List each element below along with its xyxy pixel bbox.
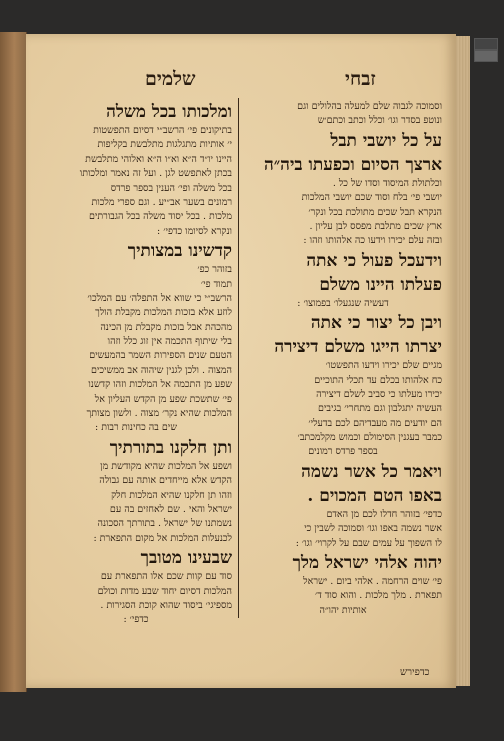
right-column-line: כח אלהותו בכלם עד תכלי התוכיים [314, 374, 442, 386]
right-column-line: יכירו מעלתו כי סביב לשלם דיצירה [316, 388, 442, 400]
right-column-line: יהוה אלהי ישראל מלך [292, 553, 442, 574]
left-column-line: שבעינו מטובך [140, 548, 232, 569]
left-column-line: היינו יו״ד ה״א וא״ו ה״א ואלוהי מתלבשת [85, 153, 232, 165]
left-column-line: המצוה . ולכן לגנין שיהוה אב ממשיכים [90, 364, 232, 376]
right-column-line: אותיות יהו״ה [319, 604, 367, 616]
right-column-line: כמבר בעגנין הסימולם וכמוש מקלמכתב׳ [297, 432, 442, 444]
right-column-line: תפארת . מלך מלכות . והוא סוד ד׳ [315, 590, 442, 602]
left-column-line: וזהו תן חלקנו שהיא המלכות חלק [111, 489, 232, 501]
right-column-line: אשר נשמה באפו וגו׳ וסמוכה לשבין כי [304, 523, 442, 535]
left-column-line: סוד עם קוות שכם אלו התפארת עם [100, 571, 232, 583]
left-column-line: המלכות דסיום יחוד שבע מדות וכולם [97, 585, 232, 597]
left-column-line: ותן חלקנו בתורתיך [109, 437, 232, 458]
left-column-line: בלי שיתוף התכמה אין זוג כלל וזהו [107, 336, 232, 348]
left-column-line: המלכות שהיא נקר׳ מצוה . ולשון מצותך [86, 408, 232, 420]
left-column-line: בכתן לאתפשט לגן . ועל זה נאמר ומלכותו [79, 168, 232, 180]
right-column-line: יצרתו הייגו משלם דיצירה [274, 337, 442, 358]
running-head-left: שלמים [145, 68, 196, 90]
right-column-line: ארץ שכים מתלבת מפסס לבן עליון . [309, 220, 442, 232]
left-column-line: מספיגי׳ ביסוד שהוא קוכת הסגירות . [100, 599, 232, 611]
left-column-line: שים בה כחינות רבות : [94, 422, 177, 434]
left-column-line: בכל משלה ופי׳ הענין בספר פרדס [110, 182, 232, 194]
left-column-line: כדפי׳ : [123, 614, 149, 626]
right-column-line: הם יודעים מה מעבדיהם לכם בדעלי׳ [308, 417, 442, 429]
right-column [244, 100, 442, 618]
left-column-line: ישראל והאי . שם לאחזים בה עם [109, 503, 232, 515]
left-column-line: רמונים בשער אב״יע . וגם ספרי מלכות [91, 196, 232, 208]
right-column-line: ויאמר כל אשר נשמה [301, 461, 442, 482]
left-column-line: נשמתנו של ישראל . בתורתך הסכונה [97, 518, 232, 530]
right-column-line: פעלתו היינו משלם [319, 274, 442, 295]
left-column-line: הקדש אלא מייחדים אותה עם גבולה [99, 475, 232, 487]
right-column-line: כדפי׳ בזוהר חדלו לכם מן האדם [326, 508, 442, 520]
page-edges [456, 36, 470, 686]
running-head-right: זבחי [345, 68, 376, 90]
left-column-line: בתיקונים פי׳ הרשב״י דסיום התפשטות [93, 125, 232, 136]
left-column-line: מלכות . בכל יסוד משלה בכל הגבורתים [88, 211, 232, 223]
right-column-line: וסמוכה לגבוה שלם למעלה בהלולים וגם [297, 101, 442, 112]
right-column-line: יושבי פי׳ בלח וסוד שכם יושבי המלכות [301, 192, 442, 204]
left-column-line: לוזע אלא בזכות המלכות מקבלת הולך [95, 307, 232, 319]
left-column-line: בזוהר כפ׳ [197, 264, 232, 276]
left-column [40, 100, 232, 628]
left-column-line: לכנעלות המלכות אל מקום התפארת : [93, 532, 232, 544]
binding-edge [0, 32, 27, 692]
left-column-line: ונקרא לסיומו כדפי׳ : [157, 225, 232, 237]
left-column-line: ומלכותו בכל משלה [106, 102, 232, 122]
right-column-line: ונוטפ בסדר וגו׳ וכלל וכתב וכתם׳ש [317, 115, 442, 127]
left-column-line: מהכהת אבל בזכות מקבלת מן הכינה [100, 321, 232, 333]
right-column-line: באפו הטם המכוים . [307, 485, 442, 506]
column-divider [238, 98, 239, 618]
left-column-line: ושפע אל המלכות שהיא מקודשת מן [100, 460, 232, 472]
right-column-line: ויבן כל יצור כי אתה [310, 313, 442, 334]
right-column-line: פי׳ שוים הרחמה . אלהי ביום . ישראל [303, 576, 442, 588]
catchword: כדפירש [400, 667, 430, 678]
right-column-line: על כל יושבי תבל [330, 130, 442, 151]
right-column-line: וכלתולת המיסוד וסדו של כל . [332, 177, 442, 189]
left-column-line: שפע מן התכמה אל המלכות וזהו קדשנו [88, 379, 232, 391]
color-strip-bottom [474, 50, 498, 62]
left-column-line: פי׳ שתשכת שפע מן הקדש העליון אל [94, 393, 232, 405]
left-column-line: תמוד פי׳ [200, 278, 232, 290]
right-column-line: מגיים שלם יכירו וידעו התפשטו׳ [325, 360, 442, 372]
right-column-line: העשיה יתגלבון וגם מתחרי׳ בגיבים [318, 403, 442, 415]
right-column-line: וידעכל פעול כי אתה [306, 250, 442, 271]
left-column-line: הרשב״י כי שווא אל התפלה׳ עם המלכו׳ [87, 292, 232, 304]
left-column-line: קדשינו במצותיך [127, 241, 232, 262]
left-column-line: י׳ אותיות מתגלגות מתלבשת בקליפות [97, 139, 232, 151]
right-column-line: לו השפוך על עמים שבם על לקרוי׳ וגו׳ : [295, 537, 442, 549]
right-column-line: ובזה עלם יכירו וידעו כה אלהותו וזהו : [303, 235, 442, 247]
left-column-line: הטעם שנים הספירות השמר בהמעשים [89, 350, 232, 362]
right-column-line: בספר פרדס רמונים [308, 446, 378, 458]
right-column-line: דעשיה שנגעלו׳ בפמוצו׳ : [297, 297, 389, 309]
right-column-line: הנקרא תבל שכים מתולכת בכל ונקר׳ [308, 206, 442, 218]
right-column-line: ארצך הסיום וכפעתו ביה״ה [263, 154, 442, 175]
color-strip-top [474, 38, 498, 50]
